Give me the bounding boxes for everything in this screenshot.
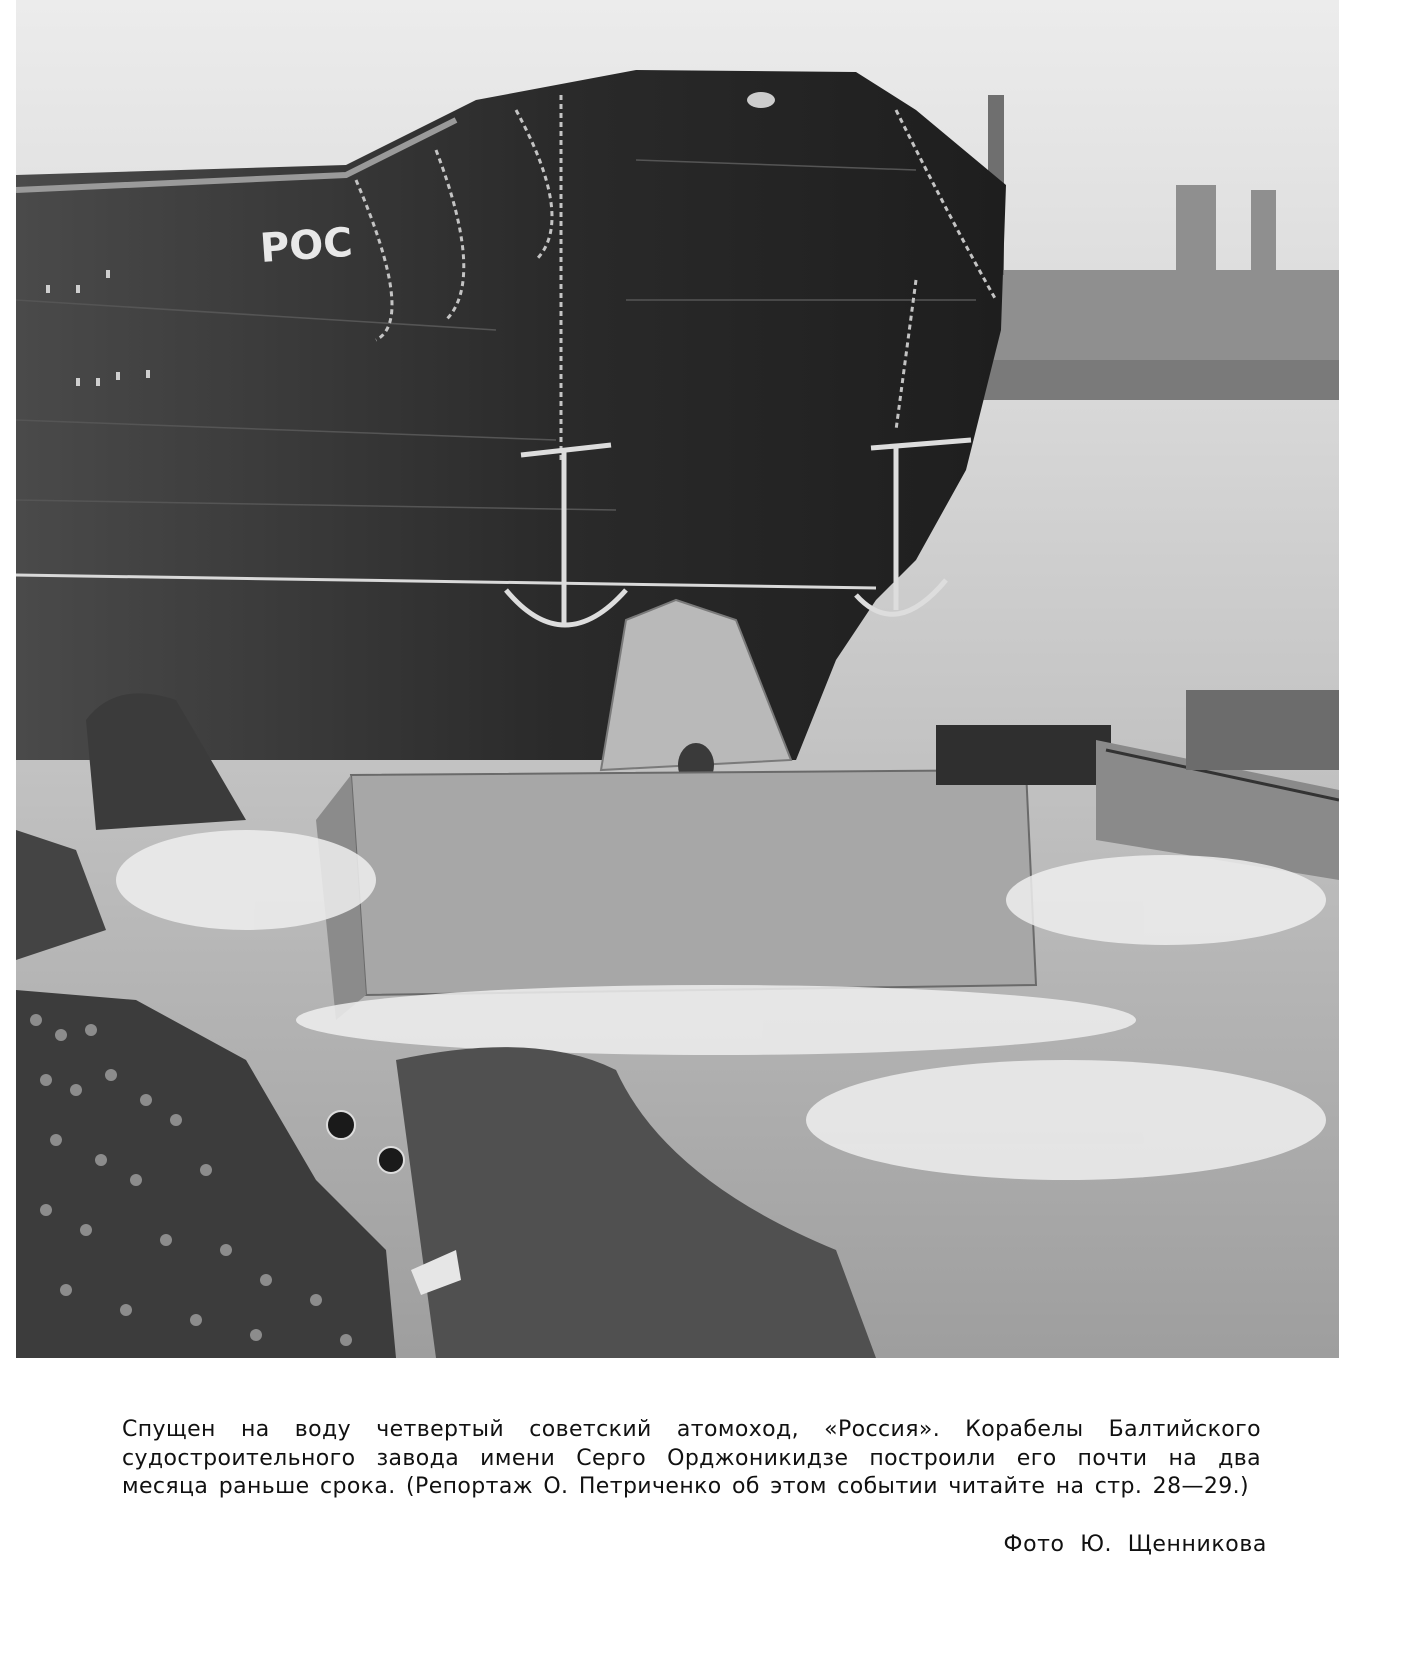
photo-credit: Фото Ю. Щенникова <box>1003 1532 1267 1557</box>
hull-name-lettering: РОС <box>258 219 355 272</box>
launch-photo-illustration <box>16 0 1339 1358</box>
photo-caption: Спущен на воду четвертый советский атомоход, «Россия». Корабелы Балтийского судостроительного завода имени Серго Орджоникидзе построили его почти на два месяца раньше срока. (Репортаж О. Петриченко об этом событии читайте на стр. 28—29.) <box>122 1417 1261 1499</box>
hawse-pipe <box>747 92 775 108</box>
concrete-block <box>316 770 1036 1020</box>
launch-photo <box>16 0 1339 1358</box>
